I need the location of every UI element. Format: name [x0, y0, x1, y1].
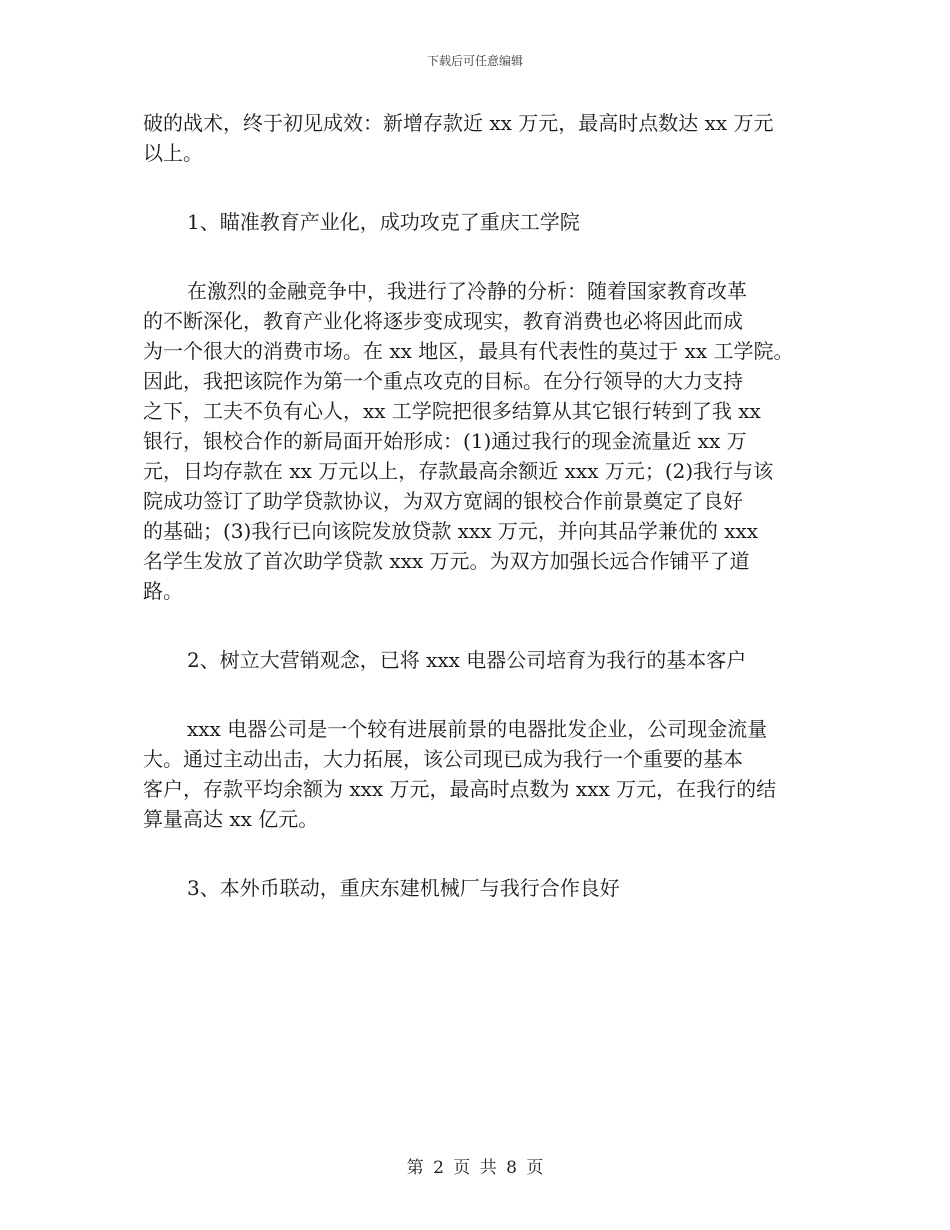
paragraph-line: 银行，银校合作的新局面开始形成：(1)通过我行的现金流量近 xx 万 [143, 429, 747, 453]
paragraph-line: 路。 [143, 579, 183, 603]
paragraph-line: 的不断深化，教育产业化将逐步变成现实，教育消费也必将因此而成 [143, 309, 743, 333]
paragraph-gap [143, 237, 811, 276]
document-body [143, 108, 811, 903]
section-heading-2: 2、树立大营销观念，已将 xxx 电器公司培育为我行的基本客户 [187, 648, 747, 672]
paragraph-gap [143, 675, 811, 714]
paragraph-line: 算量高达 xx 亿元。 [143, 807, 319, 831]
paragraph-line: 院成功签订了助学贷款协议，为双方宽阔的银校合作前景奠定了良好 [143, 489, 743, 513]
paragraph-line: 名学生发放了首次助学贷款 xxx 万元。为双方加强长远合作铺平了道 [143, 549, 750, 573]
paragraph-line: 客户，存款平均余额为 xxx 万元，最高时点数为 xxx 万元，在我行的结 [143, 777, 777, 801]
page-number-footer: 第 2 页 共 8 页 [406, 1158, 544, 1178]
paragraph-line: 为一个很大的消费市场。在 xx 地区，最具有代表性的莫过于 xx 工学院。 [143, 339, 794, 363]
paragraph-line: 的基础；(3)我行已向该院发放贷款 xxx 万元，并向其品学兼优的 xxx [143, 519, 759, 543]
paragraph-line: 之下，工夫不负有心人，xx 工学院把很多结算从其它银行转到了我 xx [143, 399, 761, 423]
section-heading-1: 1、瞄准教育产业化，成功攻克了重庆工学院 [187, 210, 580, 234]
paragraph-gap [143, 606, 811, 645]
section-heading-3: 3、本外币联动，重庆东建机械厂与我行合作良好 [187, 876, 620, 900]
paragraph-line: 大。通过主动出击，大力拓展，该公司现已成为我行一个重要的基本 [143, 747, 743, 771]
paragraph-line: 破的战术，终于初见成效：新增存款近 xx 万元，最高时点数达 xx 万元 [143, 111, 774, 135]
paragraph-line: 在激烈的金融竞争中，我进行了冷静的分析：随着国家教育改革 [187, 279, 747, 303]
paragraph-gap [143, 834, 811, 873]
paragraph-line: xxx 电器公司是一个较有进展前景的电器批发企业，公司现金流量 [187, 717, 768, 741]
paragraph-gap [143, 168, 811, 207]
paragraph-line: 因此，我把该院作为第一个重点攻克的目标。在分行领导的大力支持 [143, 369, 743, 393]
paragraph-line: 元，日均存款在 xx 万元以上，存款最高余额近 xxx 万元；(2)我行与该 [143, 459, 774, 483]
paragraph-line: 以上。 [143, 141, 203, 165]
page-header: 下载后可任意编辑 [426, 54, 523, 68]
